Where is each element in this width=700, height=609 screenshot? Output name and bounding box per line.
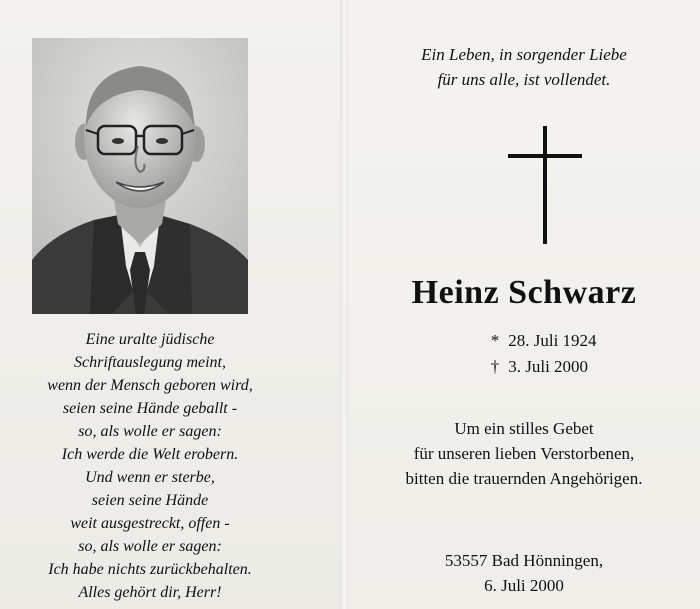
poem-line: weit ausgestreckt, offen - <box>70 515 230 532</box>
quote-line: Ein Leben, in sorgender Liebe <box>421 45 627 64</box>
poem-line: Eine uralte jüdische <box>85 331 215 348</box>
portrait-photo <box>32 38 248 314</box>
poem-line: Ich habe nichts zurückbehalten. <box>48 561 252 578</box>
life-dates <box>486 328 597 380</box>
poem <box>0 328 300 604</box>
quote-line: für uns alle, ist vollendet. <box>437 70 611 89</box>
prayer-line: Um ein stilles Gebet <box>454 419 594 438</box>
place: 53557 Bad Hönningen, <box>444 551 604 570</box>
poem-line: Schriftauslegung meint, <box>74 354 226 371</box>
poem-line: so, als wolle er sagen: <box>78 538 222 555</box>
deceased-name: Heinz Schwarz <box>411 274 637 311</box>
poem-line: Alles gehört dir, Herr! <box>78 584 222 601</box>
prayer-line: bitten die trauernden Angehörigen. <box>405 469 643 488</box>
death-symbol: † <box>490 357 500 376</box>
poem-line: Ich werde die Welt erobern. <box>61 446 239 463</box>
poem-line: so, als wolle er sagen: <box>78 423 222 440</box>
death-row <box>486 354 597 380</box>
portrait-image <box>32 38 248 314</box>
card-fold <box>340 0 348 609</box>
poem-line: seien seine Hände <box>91 492 209 509</box>
poem-line: seien seine Hände geballt - <box>62 400 238 417</box>
prayer-request <box>348 416 700 491</box>
place-and-date <box>348 548 700 598</box>
left-panel <box>0 0 340 609</box>
birth-date: 28. Juli 1924 <box>508 331 597 350</box>
prayer-line: für unseren lieben Verstorbenen, <box>413 444 635 463</box>
cross-icon <box>508 126 584 246</box>
right-panel <box>348 0 700 609</box>
birth-symbol: * <box>490 331 500 350</box>
birth-row <box>486 328 597 354</box>
issue-date: 6. Juli 2000 <box>484 576 564 595</box>
death-date: 3. Juli 2000 <box>508 357 589 376</box>
poem-line: Und wenn er sterbe, <box>85 469 215 486</box>
poem-line: wenn der Mensch geboren wird, <box>47 377 253 394</box>
memorial-quote <box>348 42 700 92</box>
